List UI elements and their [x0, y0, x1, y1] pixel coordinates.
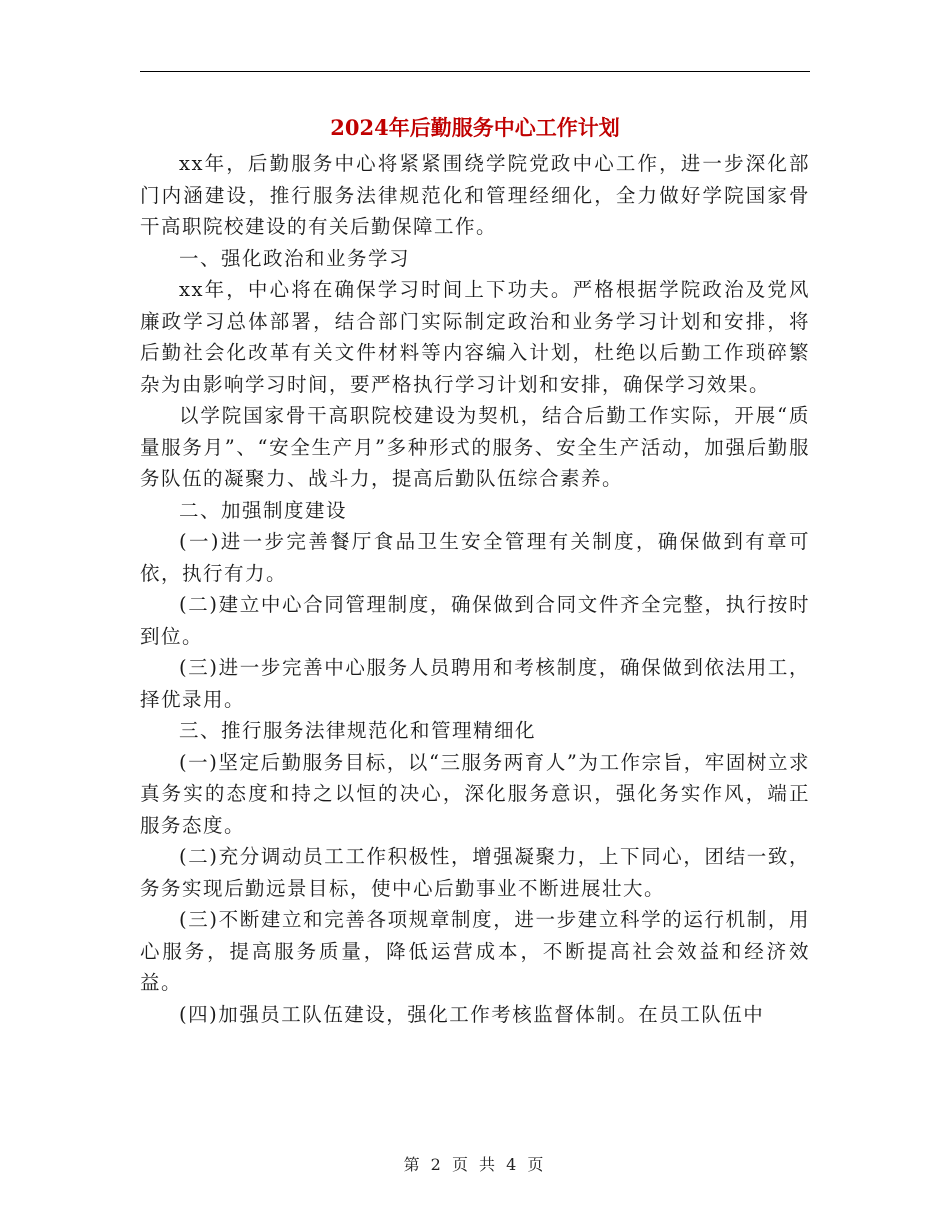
list-item: (一)坚定后勤服务目标，以“三服务两育人”为工作宗旨，牢固树立求真务实的态度和持之以恒的决心，深化服务意识，强化务实作风，端正服务态度。: [140, 750, 810, 837]
list-item: (一)进一步完善餐厅食品卫生安全管理有关制度，确保做到有章可依，执行有力。: [140, 530, 810, 585]
list-item: (二)充分调动员工工作积极性，增强凝聚力，上下同心，团结一致，务务实现后勤远景目标，使中心后勤事业不断进展壮大。: [140, 845, 810, 900]
section-heading: 二、加强制度建设: [179, 498, 348, 522]
document-title: 2024年后勤服务中心工作计划: [330, 115, 620, 140]
list-item: (三)不断建立和完善各项规章制度，进一步建立科学的运行机制，用心服务，提高服务质量，降低运营成本，不断提高社会效益和经济效益。: [140, 908, 810, 994]
document-body: [140, 148, 810, 1030]
page-number: 第 2 页 共 4 页: [403, 1155, 547, 1174]
section-heading: 三、推行服务法律规范化和管理精细化: [179, 719, 537, 742]
list-item: (二)建立中心合同管理制度，确保做到合同文件齐全完整，执行按时到位。: [140, 593, 810, 648]
header-rule: [140, 71, 810, 72]
paragraph: xx年，中心将在确保学习时间上下功夫。严格根据学院政治及党风廉政学习总体部署，结合部门实际制定政治和业务学习计划和安排，将后勤社会化改革有关文件材料等内容编入计划，杜绝以后勤工作琐碎繁杂为由影响学习时间，要严格执行学习计划和安排，确保学习效果。: [140, 278, 810, 396]
list-item: (四)加强员工队伍建设，强化工作考核监督体制。在员工队伍中: [179, 1002, 765, 1026]
section-heading: 一、强化政治和业务学习: [179, 246, 411, 270]
paragraph: xx年，后勤服务中心将紧紧围绕学院党政中心工作，进一步深化部门内涵建设，推行服务法律规范化和管理经细化，全力做好学院国家骨干高职院校建设的有关后勤保障工作。: [140, 152, 810, 238]
list-item: (三)进一步完善中心服务人员聘用和考核制度，确保做到依法用工，择优录用。: [140, 656, 810, 711]
paragraph: 以学院国家骨干高职院校建设为契机，结合后勤工作实际，开展“质量服务月”、“安全生产月”多种形式的服务、安全生产活动，加强后勤服务队伍的凝聚力、战斗力，提高后勤队伍综合素养。: [140, 404, 810, 490]
